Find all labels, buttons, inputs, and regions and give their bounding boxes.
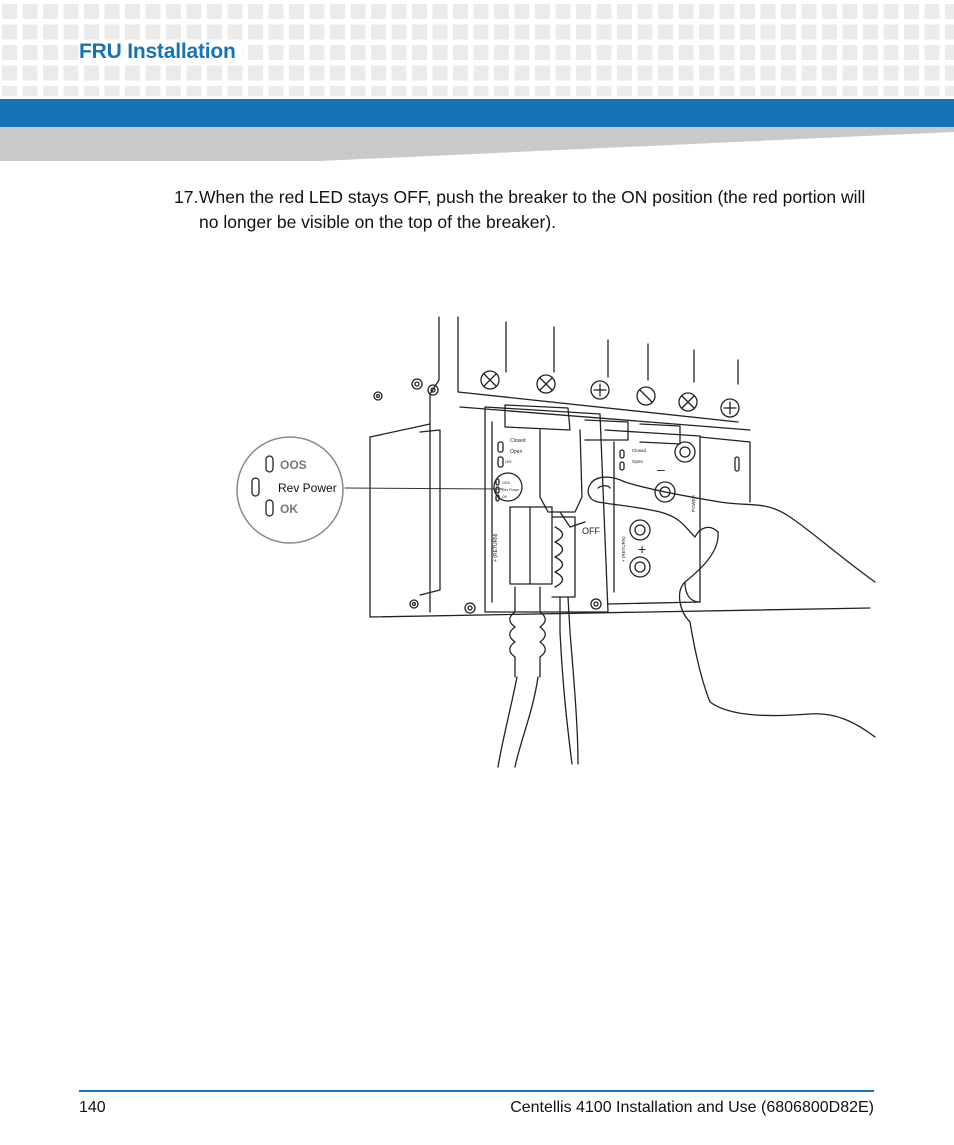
power-label: POWER: [691, 494, 696, 512]
mini-rev-power-label: Rev Power: [502, 488, 520, 492]
breaker-handles: [505, 405, 680, 536]
header-gray-wedge: [0, 127, 954, 163]
mini-ok-label: OK: [502, 495, 508, 499]
mini-oos-label: OOS: [502, 481, 510, 485]
closed-label: Closed: [510, 438, 526, 444]
open-label: Open: [510, 449, 523, 455]
page-number: 140: [79, 1099, 106, 1116]
pem-module-right: [605, 430, 750, 604]
slot-screws: [481, 371, 739, 417]
header-blue-bar: [0, 99, 954, 127]
hand: [588, 477, 875, 737]
footer-rule: [79, 1090, 874, 1092]
chassis-slots: [458, 317, 750, 430]
return-label: + (RETURN): [493, 533, 499, 562]
open-label-right: Open: [632, 459, 644, 464]
section-title: FRU Installation: [79, 40, 242, 64]
breaker-illustration: [230, 312, 880, 772]
step-number: 17.: [174, 187, 199, 207]
return-label-right: + (RETURN): [621, 536, 626, 562]
callout-ok-label: OK: [280, 502, 298, 516]
plus-label: +: [638, 541, 647, 557]
off-label: OFF: [582, 526, 600, 536]
step-17: [174, 185, 879, 235]
callout-oos-label: OOS: [280, 458, 307, 472]
hs-label: H/S: [505, 459, 512, 464]
minus-label: –: [657, 461, 665, 477]
callout-rev-power-label: Rev Power: [278, 481, 337, 495]
step-text: When the red LED stays OFF, push the breaker to the ON position (the red portion will no longer be visible on the top of the breaker).: [199, 187, 866, 232]
document-title: Centellis 4100 Installation and Use (6806800D82E): [510, 1099, 874, 1116]
closed-label-right: Closed: [632, 448, 647, 453]
power-cables: [498, 507, 578, 767]
